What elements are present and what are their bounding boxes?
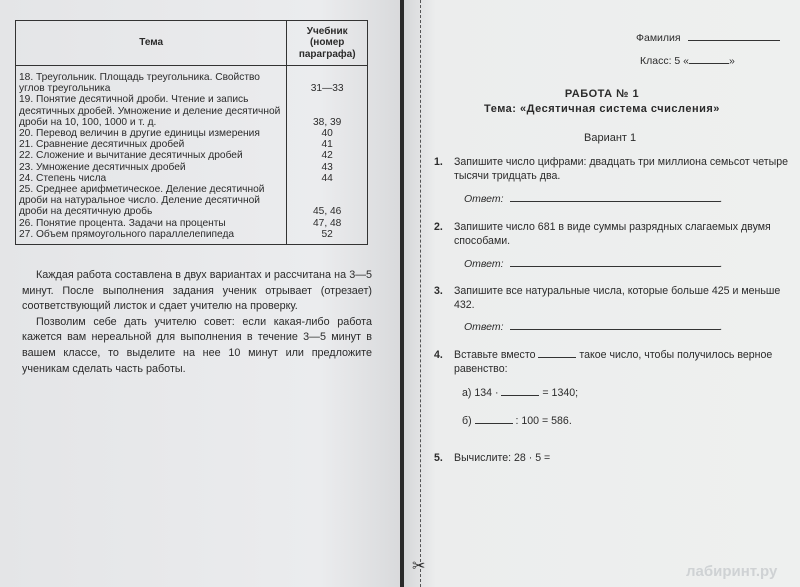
table-row <box>16 94 368 128</box>
row-paragraph: 43 <box>287 162 368 173</box>
watermark: лабиринт.ру <box>686 563 778 580</box>
answer-3: Ответ: . <box>464 321 723 333</box>
row-paragraph: 40 <box>287 128 368 139</box>
table-row <box>16 139 368 150</box>
row-topic: 26. Понятие процента. Задачи на проценты <box>16 218 287 229</box>
answer-2: Ответ: . <box>464 258 723 270</box>
task-4b-suffix: : 100 = 586. <box>515 415 572 427</box>
table-row <box>16 184 368 218</box>
row-paragraph: 44 <box>287 173 368 184</box>
blank-line <box>538 357 576 358</box>
task-text: Вычислите: 28 · 5 = <box>454 452 551 464</box>
task-1 <box>434 155 789 183</box>
row-topic: 18. Треугольник. Площадь треугольника. Свойство углов треугольника <box>16 66 287 95</box>
table-row <box>16 128 368 139</box>
task-number: 4. <box>434 349 443 361</box>
surname-field <box>636 32 780 44</box>
answer-line <box>510 266 720 267</box>
table-row <box>16 162 368 173</box>
row-paragraph: 38, 39 <box>287 94 368 128</box>
table-row <box>16 66 368 95</box>
intro-text <box>22 268 372 377</box>
table-row <box>16 173 368 184</box>
blank-line <box>501 395 539 396</box>
work-theme <box>404 103 800 115</box>
answer-label: Ответ: <box>464 258 504 270</box>
topics-table <box>15 20 368 245</box>
variant-label: Вариант 1 <box>584 132 637 144</box>
task-text: Запишите все натуральные числа, которые больше 425 и меньше 432. <box>454 285 781 311</box>
blank-line <box>475 423 513 424</box>
row-paragraph: 45, 46 <box>287 184 368 218</box>
task-4a-prefix: а) 134 · <box>462 387 499 399</box>
row-topic: 24. Степень числа <box>16 173 287 184</box>
row-topic: 25. Среднее арифметическое. Деление десятичной дроби на натуральное число. Деление десятичной дроби на десятичную дробь <box>16 184 287 218</box>
right-page <box>404 0 800 587</box>
class-line <box>689 63 729 64</box>
class-close: » <box>729 55 735 67</box>
row-topic: 19. Понятие десятичной дроби. Чтение и запись десятичных дробей. Умножение и деление десятичной дроби на 10, 100, 1000 и т. д. <box>16 94 287 128</box>
column-header-book: Учебник (номер параграфа) <box>287 21 368 66</box>
task-number: 1. <box>434 156 443 168</box>
task-number: 5. <box>434 452 443 464</box>
theme-label: Тема: <box>484 103 517 115</box>
scissors-icon: ✂ <box>412 558 426 575</box>
task-2 <box>434 220 789 248</box>
surname-label: Фамилия <box>636 32 681 44</box>
task-number: 3. <box>434 285 443 297</box>
table-row <box>16 229 368 245</box>
class-label: Класс: 5 « <box>640 55 690 67</box>
task-text: Запишите число 681 в виде суммы разрядных слагаемых двумя способами. <box>454 221 771 247</box>
intro-paragraph-2: Позволим себе дать учителю совет: если какая-либо работа кажется вам нереальной для выполнения в течение 3—5 минут в вашем классе, то выделите на нее 10 минут или предложите ученикам сделать часть работы. <box>22 315 372 375</box>
table-row <box>16 218 368 229</box>
task-text-a: Вставьте вместо <box>454 349 536 361</box>
task-5 <box>434 451 789 465</box>
intro-paragraph-1: Каждая работа составлена в двух вариантах и рассчитана на 3—5 минут. После выполнения задания ученик отрывает (отрезает) соответствующий листок и сдает учителю на проверку. <box>22 269 372 313</box>
task-number: 2. <box>434 221 443 233</box>
answer-label: Ответ: <box>464 321 504 333</box>
class-field <box>640 55 735 67</box>
table-row <box>16 150 368 161</box>
row-paragraph: 47, 48 <box>287 218 368 229</box>
task-4 <box>434 348 789 376</box>
table-header <box>16 21 368 66</box>
task-4a-suffix: = 1340; <box>542 387 579 399</box>
row-paragraph: 52 <box>287 229 368 245</box>
answer-line <box>510 329 720 330</box>
column-header-topic: Тема <box>16 21 287 66</box>
task-4b <box>462 414 762 428</box>
work-title: РАБОТА № 1 <box>564 88 640 100</box>
surname-line <box>688 40 780 41</box>
theme-text: «Десятичная система счисления» <box>520 103 720 115</box>
task-4b-prefix: б) <box>462 415 472 427</box>
row-topic: 20. Перевод величин в другие единицы измерения <box>16 128 287 139</box>
answer-1: Ответ: . <box>464 193 723 205</box>
row-paragraph: 31—33 <box>287 66 368 95</box>
row-topic: 22. Сложение и вычитание десятичных дробей <box>16 150 287 161</box>
task-4a <box>462 386 762 400</box>
row-topic: 27. Объем прямоугольного параллелепипеда <box>16 229 287 245</box>
task-text-b: такое число, чтобы получилось верное равенство: <box>454 349 773 375</box>
row-topic: 23. Умножение десятичных дробей <box>16 162 287 173</box>
row-paragraph: 42 <box>287 150 368 161</box>
answer-label: Ответ: <box>464 193 504 205</box>
task-text <box>454 348 789 376</box>
task-3 <box>434 284 789 312</box>
row-paragraph: 41 <box>287 139 368 150</box>
cut-line <box>420 0 421 587</box>
row-topic: 21. Сравнение десятичных дробей <box>16 139 287 150</box>
task-text: Запишите число цифрами: двадцать три миллиона семьсот четыре тысячи тридцать два. <box>454 156 789 182</box>
answer-line <box>510 201 720 202</box>
